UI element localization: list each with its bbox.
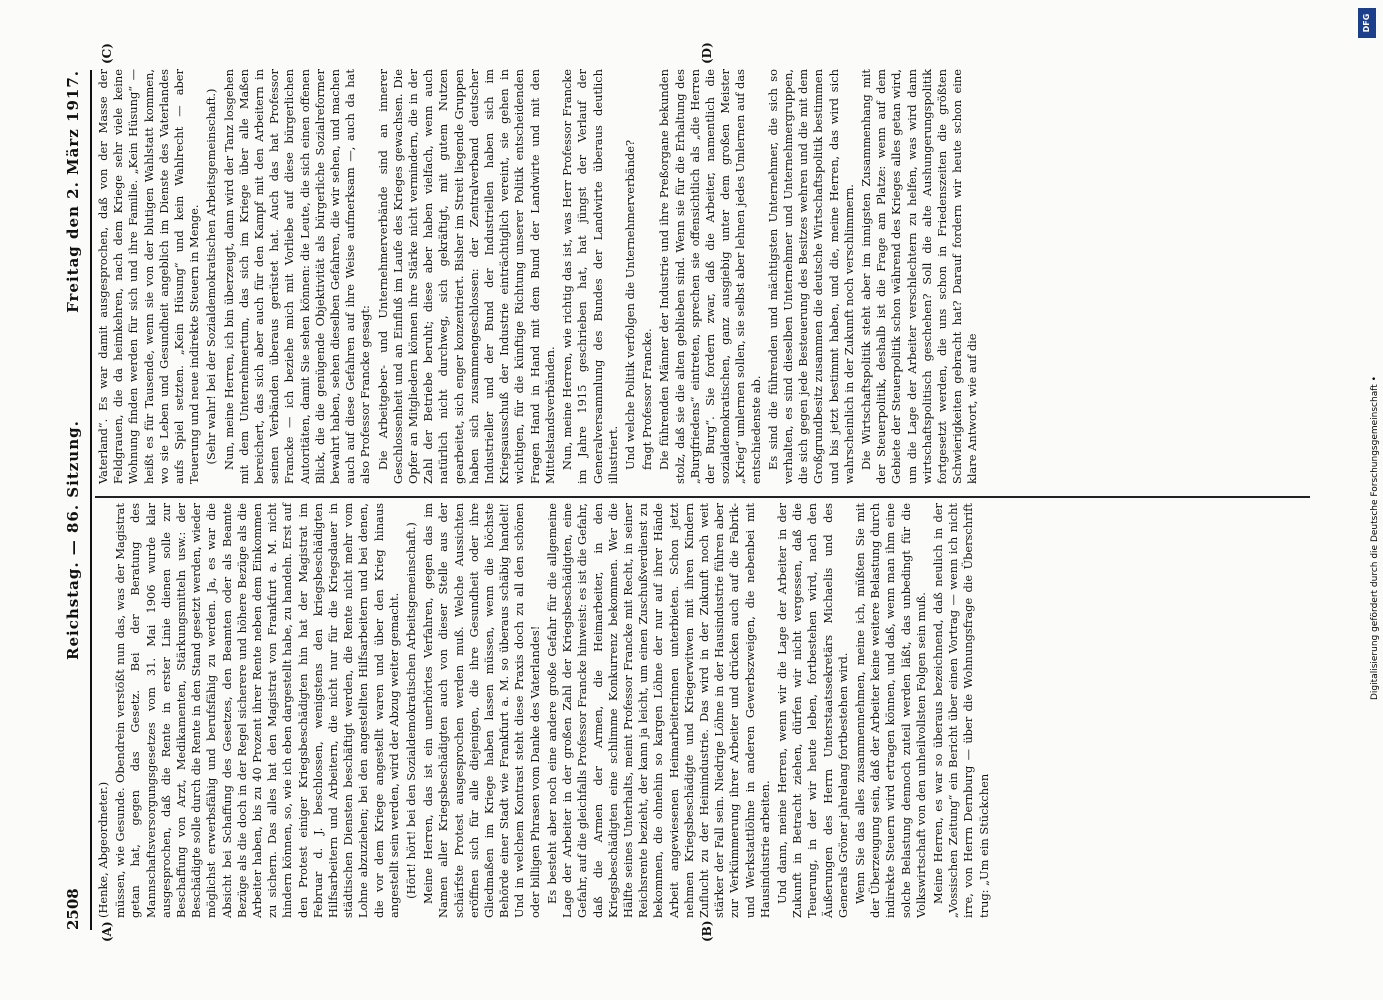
left-text-column bbox=[96, 503, 994, 918]
margin-marker-c: (C) bbox=[100, 43, 114, 64]
right-column-paragraph: Vaterland“. Es war damit ausgesprochen, daß von der Masse der Feldgrauen, die da heimkehren, nach dem Kriege sehr viele keine Wohnung finden werden für sich und ihre Familie. „Kein Hüsung“ — heißt es für Tausende, wenn sie von der blutigen Wahlstatt kommen, wo sie Leben und Gesundheit angeblich im Dienste des Vaterlandes aufs Spiel setzten. „Kein Hüsung“ und kein Wahlrecht — aber Teuerung und neue indirekte Steuern in Menge. bbox=[96, 69, 202, 484]
page-header bbox=[58, 70, 86, 930]
left-column-paragraph: Und dann, meine Herren, wenn wir die Lage der Arbeiter in der Zukunft in Betracht ziehen, dürfen wir nicht vergessen, daß die Teuerung, in der wir heute leben, fortbestehen wird, nach den Äußerungen des Herrn Unterstaatssekretärs Michaelis und des Generals Gröner jahrelang fortbestehen wird. bbox=[774, 503, 850, 918]
left-column-paragraph: Meine Herren, das ist ein unerhörtes Verfahren, gegen das im Namen aller Kriegsbeschädigten auch von dieser Stelle aus der schärfste Protest ausgesprochen werden muß. Welche Aussichten eröffnen sich für alle diejenigen, die ihre Gesundheit oder ihre Gliedmaßen im Kriege haben lassen müssen, wenn die höchste Behörde einer Stadt wie Frankfurt a. M. so überaus schäbig handelt! Und in welchem Kontrast steht diese Praxis doch zu all den schönen oder billigen Phrasen vom Danke des Vaterlandes! bbox=[421, 503, 542, 918]
right-column-paragraph: Nun, meine Herren, wie richtig das ist, was Herr Professor Francke im Jahre 1915 geschrieben hat, hat jüngst der Verlauf der Generalversammlung des Bundes der Landwirte überaus deutlich illustriert. bbox=[560, 69, 620, 484]
right-column-paragraph: Die Arbeitgeber- und Unternehmerverbände sind an innerer Geschlossenheit und an Einfluß im Laufe des Krieges gewachsen. Die Opfer an Mitgliedern können ihre Stärke nicht vermindern, die in der Zahl der Betriebe beruht; diese aber haben vielfach, wenn auch natürlich nicht durchweg, sich gekräftigt, mit gutem Nutzen gearbeitet, sich enger konzentriert. Bisher im Streit liegende Gruppen haben sich zusammengeschlossen: der Zentralverband deutscher Industrieller und der Bund der Industriellen haben sich im Kriegsausschuß der Industrie einträchtiglich vereint, sie gehen in wichtigen, für die künftige Richtung unserer Politik entscheidenden Fragen Hand in Hand mit dem Bund der Landwirte und mit den Mittelstandsverbänden. bbox=[375, 69, 557, 484]
margin-marker-d: (D) bbox=[700, 42, 714, 64]
margin-marker-a: (A) bbox=[100, 921, 114, 942]
dfg-logo-text: DFG bbox=[1362, 13, 1371, 33]
page-number: 2508 bbox=[64, 888, 82, 930]
session-title: Reichstag. — 86. Sitzung. bbox=[64, 420, 82, 660]
column-divider bbox=[95, 496, 1310, 498]
left-column-paragraph: (Henke, Abgeordneter.) bbox=[96, 781, 110, 918]
header-rule bbox=[90, 70, 92, 930]
dfg-side-note bbox=[1356, 40, 1380, 700]
right-column-paragraph: Nun, meine Herren, ich bin überzeugt, dann wird der Tanz losgehen mit dem Unternehmertum, das sich im Kriege über alle Maßen bereichert, das sich aber auch für den Kampf mit den Arbeitern in seinen Verbänden überaus gerüstet hat. Auch das hat Professor Francke — ich beziehe mich mit Vorliebe auf diese bürgerlichen Autoritäten, damit Sie sehen können: die Leute, die sich einen offenen Blick, die die genügende Objektivität als bürgerliche Sozialreformer bewahrt haben, sehen dieselben Gefahren, die wir sehen, und machen auch auf diese Gefahren auf ihre Weise aufmerksam —, auch da hat also Professor Francke gesagt: bbox=[221, 69, 373, 484]
right-column-paragraph: Und welche Politik verfolgen die Unternehmerverbände? bbox=[622, 139, 637, 470]
right-text-column bbox=[96, 69, 983, 484]
left-column-paragraph: Es besteht aber noch eine andere große Gefahr für die allgemeine Lage der Arbeiter in der großen Zahl der Kriegsbeschädigten, eine Gefahr, auf die gleichfalls Professor Francke hinweist: es ist die Gefahr, daß die Armen der Armen, die Heimarbeiter, in den Kriegsbeschädigten eine schlimme Konkurrenz bekommen. Wer die Hälfte seines Unterhalts, meint Professor Francke mit Recht, in seiner Reichsrente bezieht, der kann ja leicht, um einen Zuschußverdienst zu bekommen, die ohnehin so kargen Löhne der nur auf ihrer Hände Arbeit angewiesenen Heimarbeiterinnen unterbieten. Schon jetzt nehmen Kriegsbeschädigte und Kriegerwitwen mit ihren Kindern Zuflucht zu der Heimindustrie. Das wird in der Zukunft noch weit stärker der Fall sein. Niedrige Löhne in der Hausindustrie führen aber zur Verkümmerung ihrer Arbeiter und drücken auch auf die Fabrik- und Werkstattlöhne in anderen Gewerbszweigen, die nebenbei mit Hausindustrie arbeiten. bbox=[544, 503, 772, 918]
right-column-paragraph: Die Wirtschaftspolitik steht aber im innigsten Zusammenhang mit der Steuerpolitik, deshalb ist die Frage am Platze: wenn auf dem Gebiete der Steuerpolitik schon während des Krieges alles getan wird, um die Lage der Arbeiter verschlechtern zu helfen, was wird dann wirtschaftspolitisch geschehen? Soll die alte Aushungerungspolitik fortgesetzt werden, die uns schon in Friedenszeiten die größten Schwierigkeiten gebracht hat? Darauf fordern wir heute schon eine klare Antwort, wie auf die bbox=[858, 69, 980, 484]
dfg-logo bbox=[1358, 8, 1376, 38]
left-column-paragraph: Meine Herren, es war so überaus bezeichnend, daß neulich in der „Vossischen Zeitung“ ein Bericht über einen Vortrag — wenn ich nicht irre, von Herrn Dernburg — über die Wohnungsfrage die Überschrift trug: „Um ein Stückchen bbox=[930, 503, 991, 918]
right-column-paragraph: Es sind die führenden und mächtigsten Unternehmer, die sich so verhalten, es sind dieselben Unternehmer und Unternehmergruppen, die sich gegen jede Besteuerung des Besitzes wehren und die mit dem Großgrundbesitz zusammen die deutsche Wirtschaftspolitik bestimmen und bis jetzt bestimmt haben, und die, meine Herren, das wird sich wahrscheinlich in der Zukunft noch verschlimmern. bbox=[765, 69, 856, 484]
dfg-side-note-text: Digitalisierung gefördert durch die Deutsche Forschungsgemeinschaft • bbox=[1370, 376, 1380, 700]
right-column-paragraph: fragt Professor Francke. bbox=[640, 328, 655, 470]
left-column-paragraph: (Hört! hört! bei den Sozialdemokratischen Arbeitsgemeinschaft.) bbox=[404, 522, 419, 899]
session-date: Freitag den 2. März 1917. bbox=[64, 70, 82, 313]
right-column-paragraph: Die führenden Männer der Industrie und ihre Preßorgane bekunden stolz, daß sie die alten geblieben sind. Wenn sie für die Erhaltung des „Burgfriedens“ eintreten, sprechen sie offensichtlich als „die Herren der Burg“. Sie fordern zwar, daß die Arbeiter, namentlich die sozialdemokratischen, ganz ausgiebig unter dem großen Meister „Krieg“ umlernen sollen, sie selbst aber lehnen jedes Umlernen auf das entschiedenste ab. bbox=[657, 69, 763, 484]
left-column-paragraph: müssen, wie Gesunde. Obendrein verstößt nun das, was der Magistrat getan hat, gegen das Gesetz. Bei der Beratung des Mannschaftsversorgungsgesetzes vom 31. Mai 1906 wurde klar ausgesprochen, daß die Rente in erster Linie dienen solle zur Beschaffung von Arzt, Medikamenten, Stärkungsmitteln usw.: der Beschädigte solle durch die Rente in den Stand gesetzt werden, wieder möglichst erwerbsfähig und berufsfähig zu werden. Ja, es war die Absicht bei Schaffung des Gesetzes, den Beamten oder als Beamte Bezüge als die doch in der Regel sicherere und höhere Bezüge als die Arbeiter haben, bis zu 40 Prozent ihrer Rente neben dem Einkommen zu sichern. Das alles hat den Magistrat von Frankfurt a. M. nicht hindern können, so, wie ich eben dargestellt habe, zu handeln. Erst auf den Protest einiger Kriegsbeschädigten hin hat der Magistrat im Februar d. J. beschlossen, wenigstens den kriegsbeschädigten Hilfsarbeitern und Arbeitern, die nicht nur für die Kriegsdauer in städtischen Diensten beschäftigt werden, die Rente nicht mehr vom Lohne abzuziehen; bei den angestellten Hilfsarbeitern und bei denen, die vor dem Kriege angestellt waren und über den Krieg hinaus angestellt sein werden, wird der Abzug weiter gemacht. bbox=[113, 503, 401, 918]
right-column-paragraph: (Sehr wahr! bei der Sozialdemokratischen Arbeitsgemeinschaft.) bbox=[204, 88, 219, 465]
margin-marker-b: (B) bbox=[700, 920, 714, 942]
left-column-paragraph: Wenn Sie das alles zusammennehmen, meine ich, müßten Sie mit der Überzeugung sein, daß der Arbeiter keine weitere Belastung durch indirekte Steuern wird ertragen können, und daß, wenn man ihm eine solche Belastung dennoch zuteil werden läßt, das unbedingt für die Volkswirtschaft von den unheilvollsten Folgen sein muß. bbox=[852, 503, 928, 918]
